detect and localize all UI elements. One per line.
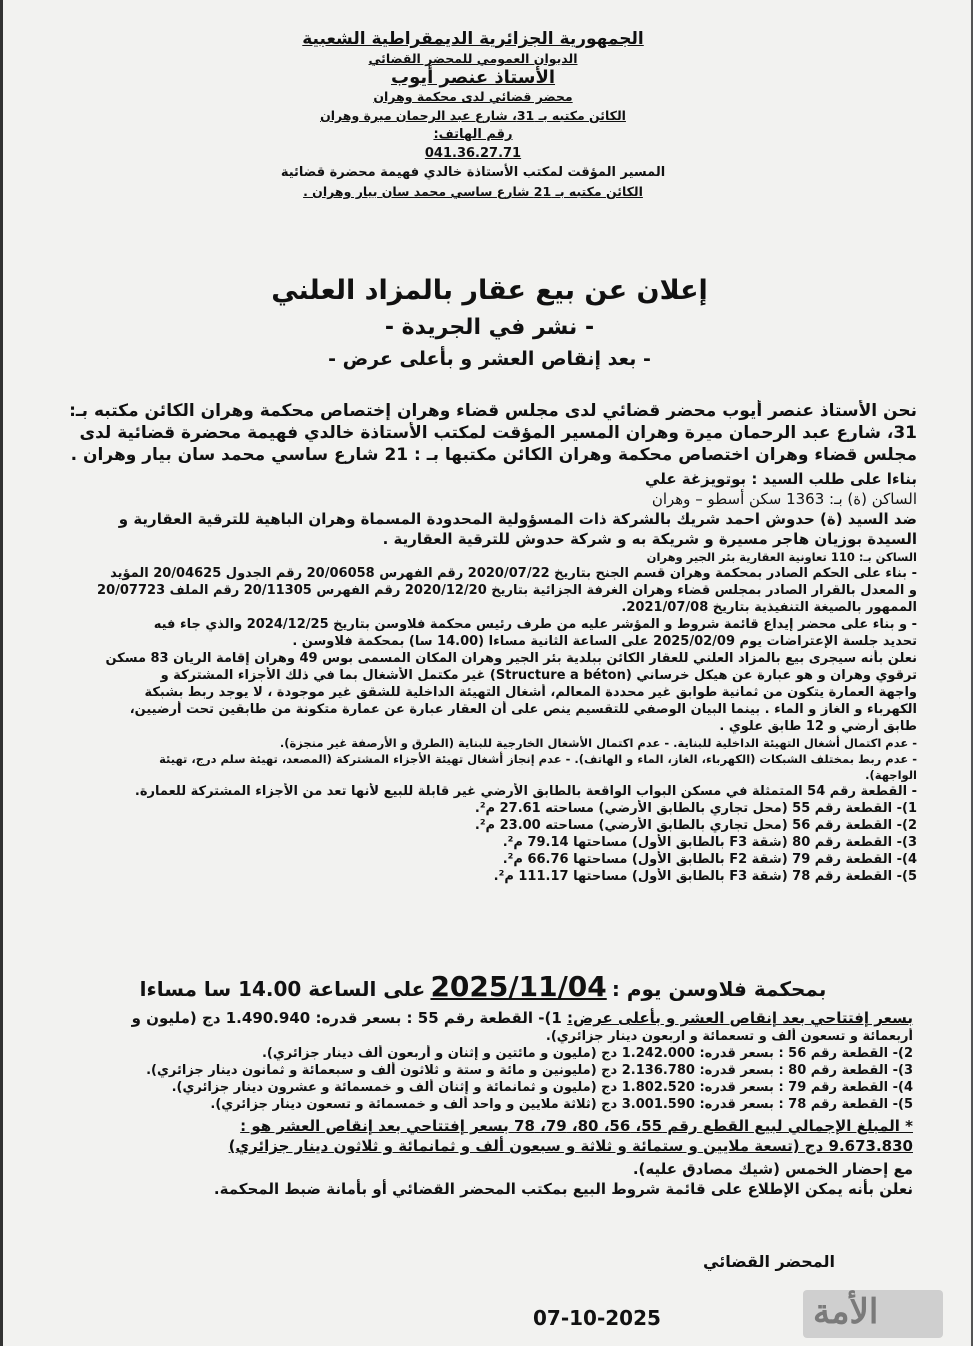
notice-body (65, 400, 917, 885)
price-lot-4: 4)- القطعة رقم 79 : بسعر قدره: 1.802.520 دج (مليون و ثمانمائة و إثنان ألف و خمسمائة و عشرون دينار جزائري). (171, 1080, 913, 1095)
price-lot-1-cont: أربعمائة و تسعون ألف و تسعمائة و اربعون دينار جزائري). (545, 1029, 913, 1044)
lot-item: 1)- القطعة رقم 55 (محل تجاري بالطابق الأرضي) مساحته 27.61 م². (474, 801, 917, 816)
bailiff-name: الأستاذ عنصر أيوب (390, 67, 556, 88)
price-lot-3: 3)- القطعة رقم 80 : بسعر قدره: 2.136.780 دج (مليونين و مائة و ستة و ثلاثون ألف و سبعمائة و ثمانون دينار جزائري). (146, 1063, 913, 1078)
price-lot-5: 5)- القطعة رقم 78 : بسعر قدره: 3.001.590 دج (ثلاثة ملايين و واحد ألف و خمسمائة و تسعون دينار جزائري). (210, 1097, 913, 1112)
request-line: بناءا على طلب السيد : بوتويزغة علي (645, 470, 917, 488)
office-address: الكائن مكتبه بـ 31، شارع عبد الرحمان ميرة وهران (320, 108, 626, 123)
phone-number: 041.36.27.71 (424, 146, 522, 161)
against-residence: الساكن بـ: 110 تعاونية العقارية بئر الجير وهران (646, 550, 917, 564)
newspaper-logo (803, 1290, 943, 1338)
phone-line (243, 125, 703, 163)
sub-title-2: - بعد إنقاص العشر و بأعلى عرض - (328, 348, 651, 370)
signature-label: المحضر القضائي (703, 1252, 836, 1271)
deposit-line-2: تحديد جلسة الإعتراضات يوم 2025/02/09 على الساعة الثانية مساءا (14.00 سا) بمحكمة فلاوسن . (292, 634, 917, 649)
office-title: الديوان العمومي للمحضر القضائي (368, 51, 578, 66)
republic-title: الجمهورية الجزائرية الديمقراطية الشعبية (302, 29, 644, 49)
auction-time: على الساعة 14.00 سا مساءا (139, 977, 426, 1001)
price-heading-text: بسعر إفتتاحي بعد إنقاص العشر و بأعلى عرض: (567, 1009, 913, 1027)
property-line-3: واجهة العمارة يتكون من ثمانية طوابق غير محددة المعالم، أشغال التهيئة الداخلية للشقق غير موجودة ، لا يوجد ربط بشبكة (144, 685, 917, 700)
lot-item: 5)- القطعة رقم 78 (شقة F3 بالطابق الأول) مساحتها 111.17 م². (493, 869, 917, 884)
auction-date-line (53, 970, 913, 1003)
defect-line-1: - عدم اكتمال أشغال التهيئة الداخلية للبناية. - عدم اكتمال الأشغال الخارجية للبناية (الطرق و الأرصفة غير منجزة). (279, 736, 917, 750)
interim-manager: المسير المؤقت لمكتب الأستاذة خالدي فهيمة محضرة قضائية (280, 165, 666, 180)
total-line-2: 9.673.830 دج (تسعة ملايين و ستمائة و ثلاثة و سبعون ألف و ثمانمائة و ثلاثون دينار جزائري) (228, 1137, 913, 1155)
against-line-1: ضد السيد (ة) حدوش احمد شريك بالشركة ذات المسؤولية المحدودة المسماة وهران الباهية للترقية العقارية و (118, 510, 917, 528)
main-title: إعلان عن بيع عقار بالمزاد العلني (271, 275, 708, 306)
phone-label: رقم الهاتف: (433, 127, 513, 142)
price-section (61, 1008, 913, 1199)
notice-titles (3, 270, 973, 374)
against-line-2: السيدة بوزيان هاجر مسيرة و شريكة به و شركة حدوش للترقية العقارية . (382, 530, 917, 548)
letterhead (243, 30, 703, 201)
auction-court: بمحكمة فلاوسن يوم : (611, 977, 827, 1001)
deposit-line-1: - و بناء على محضر إيداع قائمة شروط و المؤشر عليه من طرف رئيس محكمة فلاوسن بتاريخ 2024/12/25 والذي جاء فيه (153, 617, 917, 632)
judgment-line-2: و المعدل بالقرار الصادر بمجلس قضاء وهران الغرفة الجزائية بتاريخ 2020/12/20 رقم الفهرس 20/11305 رقم الملف 20/07723 (97, 583, 917, 598)
interim-address: الكائن مكتبه بـ 21 شارع ساسي محمد سان بيار وهران . (303, 184, 643, 199)
lot-item: 3)- القطعة رقم 80 (شقة F3 بالطابق الأول) مساحتها 79.14 م². (502, 835, 917, 850)
intro-line-3: مجلس قضاء وهران اختصاص محكمة وهران الكائن مكتبها بـ : 21 شارع ساسي محمد سان بيار وهران . (70, 445, 917, 465)
lot-54-note: - القطعة رقم 54 المتمثلة في مسكن البواب الواقعة بالطابق الأرضي غير قابلة للبيع لأنها تعد من الأجزاء المشتركة للعمارة. (134, 784, 917, 799)
intro-line-1: نحن الأستاذ عنصر أيوب محضر قضائي لدى مجلس قضاء وهران إختصاص محكمة وهران الكائن مكتبه بـ: (69, 401, 917, 421)
sub-title: - نشر في الجريدة - (384, 315, 595, 340)
defect-line-2: - عدم ربط بمختلف الشبكات (الكهرباء، الغاز، الماء و الهاتف). - عدم إنجاز أشغال تهيئة الأجزاء المشتركة (المصعد، تهيئة سلم درج، تهيئة (159, 752, 917, 766)
property-line-5: طابق أرضي و 12 طابق علوي . (719, 719, 917, 734)
intro-line-2: 31، شارع عبد الرحمان ميرة وهران المسير المؤقت لمكتب الأستاذة خالدي فهيمة محضرة قضائية لدى (79, 423, 917, 443)
judgment-line-1: - بناء على الحكم الصادر بمحكمة وهران قسم الجنح بتاريخ 2020/07/22 رقم الفهرس 20/06058 رقم الجدول 20/04625 المؤيد (110, 566, 917, 581)
fifth-line: مع إحضار الخمس (شيك مصادق عليه). (632, 1160, 913, 1178)
residing-line: الساكن (ة) بـ: 1363 سكن أسطو – وهران (651, 490, 917, 508)
lot-item: 4)- القطعة رقم 79 (شقة F2 بالطابق الأول) مساحتها 66.76 م². (502, 852, 917, 867)
total-line-1: * المبلغ الإجمالي لبيع القطع رقم 55، 56، 80، 79، 78 بسعر إفتتاحي بعد إنقاص العشر هو : (240, 1117, 913, 1135)
price-heading (61, 1008, 913, 1028)
price-lot-2: 2)- القطعة رقم 56 : بسعر قدره: 1.242.000 دج (مليون و مائتين و إثنان و أربعون ألف دينار جزائري). (261, 1046, 913, 1061)
property-line-1: نعلن بأنه سيجرى بيع بالمزاد العلني للعقار الكائن ببلدية بئر الجير وهران المكان المسمى بوس 49 وهران إقامة الريان 83 مسكن (105, 651, 917, 666)
logo-text: الأمة (813, 1292, 879, 1332)
property-line-4: الكهرباء و الغاز و الماء . بينما البيان الوصفي للتقسيم ينص على أن العقار عبارة عن عمارة متكونة من طابقين تحت أرضيين، (129, 702, 917, 717)
publication-date: 07-10-2025 (533, 1306, 661, 1330)
lot-item: 2)- القطعة رقم 56 (محل تجاري بالطابق الأرضي) مساحته 23.00 م². (474, 818, 917, 833)
price-lot-1: 1)- القطعة رقم 55 : بسعر قدره: 1.490.940 دج (مليون و (131, 1009, 562, 1027)
auction-date: 2025/11/04 (430, 970, 607, 1003)
judgment-line-3: الممهور بالصيغة التنفيذية بتاريخ 2021/07/08. (621, 600, 917, 615)
consult-line: نعلن بأنه يمكن الإطلاع على قائمة شروط البيع بمكتب المحضر القضائي أو بأمانة ضبط المحكمة. (213, 1180, 913, 1198)
defect-line-3: الواجهة). (865, 768, 917, 782)
property-line-2: ترقوي وهران و هو عبارة عن هيكل خرساني (Structure a béton) غير مكتمل الأشغال بما في ذلك الأجزاء المشتركة و (160, 668, 917, 683)
bailiff-title: محضر قضائي لدى محكمة وهران (373, 89, 573, 104)
